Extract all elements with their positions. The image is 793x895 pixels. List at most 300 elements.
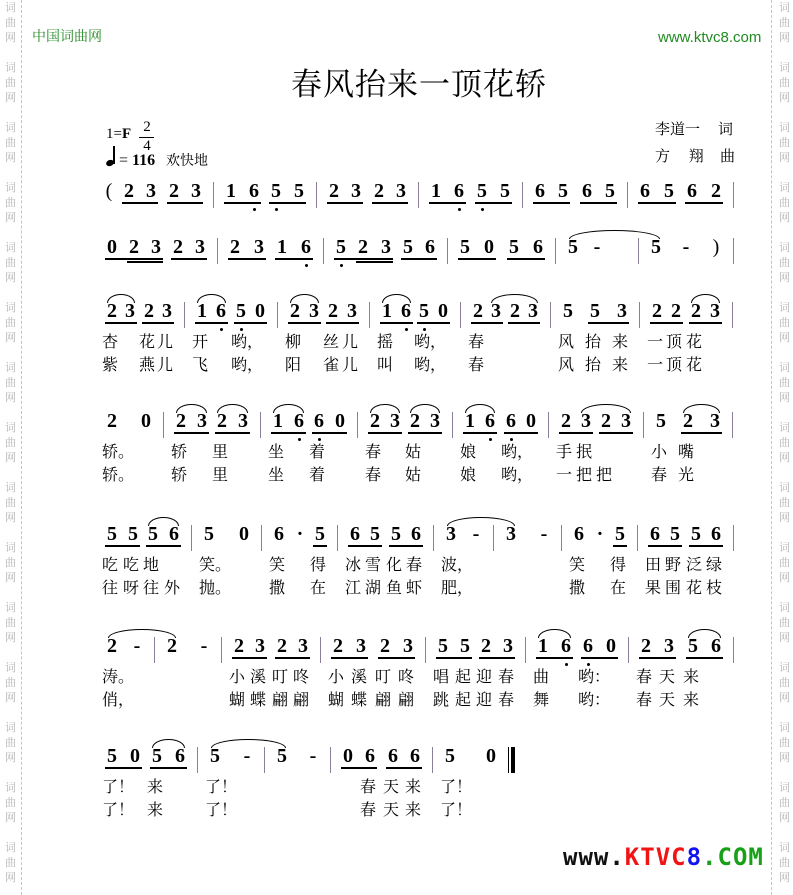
logo-brand: KTVC — [624, 843, 687, 871]
watermark-text: 词曲网 — [5, 481, 16, 524]
lyric-verse-2: 娘 — [460, 465, 477, 484]
note: 5 — [688, 635, 698, 657]
lyric-verse-1: 娘 — [460, 442, 477, 461]
composer-role: 曲 — [720, 147, 736, 165]
watermark-text: 词曲网 — [5, 121, 16, 164]
watermark-text: 词曲网 — [5, 781, 16, 824]
key-prefix: 1= — [106, 126, 122, 142]
lyric-verse-2: 轿。 — [102, 465, 135, 484]
slur-arc — [273, 404, 304, 413]
note: 5 — [148, 523, 158, 545]
augmentation-dot: · — [296, 523, 304, 545]
bar-line — [357, 412, 358, 438]
lyric-verse-2: 呀 — [123, 578, 140, 597]
watermark-text: 词曲网 — [5, 661, 16, 704]
lyric-verse-1: 哟， — [231, 332, 264, 351]
watermark-text: 词曲网 — [779, 361, 790, 404]
eighth-underline — [689, 545, 723, 547]
watermark-text: 词曲网 — [779, 661, 790, 704]
note: 6 — [216, 300, 226, 322]
note: 6 — [411, 523, 421, 545]
note: 5 — [210, 745, 220, 767]
note: 6 — [388, 745, 398, 767]
eighth-underline — [275, 657, 310, 659]
eighth-underline — [372, 202, 408, 204]
note: 2 — [374, 180, 384, 202]
note: 3 — [491, 300, 501, 322]
bar-line — [643, 412, 644, 438]
lyric-verse-2: 花 — [686, 355, 703, 374]
eighth-underline — [288, 322, 321, 324]
lyric-verse-1: 柳 — [285, 332, 302, 351]
note: 6 — [687, 180, 697, 202]
note: 2 — [641, 635, 651, 657]
note: 1 — [465, 410, 475, 432]
bar-line — [369, 302, 370, 328]
eighth-underline — [417, 322, 450, 324]
lyric-verse-1: 哟， — [414, 332, 447, 351]
low-octave-dot — [510, 438, 513, 441]
note: 5 — [509, 236, 519, 258]
watermark-text: 词曲网 — [5, 301, 16, 344]
watermark-text: 词曲网 — [5, 1, 16, 44]
eighth-underline — [508, 322, 540, 324]
note: 5 — [558, 180, 568, 202]
note: 6 — [274, 523, 284, 545]
lyric-verse-2: 哟， — [414, 355, 447, 374]
note: 6 — [314, 410, 324, 432]
note: 0 — [343, 745, 353, 767]
watermark-text: 词曲网 — [779, 541, 790, 584]
note: 3 — [446, 523, 456, 545]
lyric-verse-1: 笑 — [569, 555, 586, 574]
eighth-underline — [581, 657, 618, 659]
bar-line — [460, 302, 461, 328]
site-url: www.ktvc8.com — [658, 29, 762, 46]
eighth-underline — [436, 657, 472, 659]
lyric-verse-2: 翩 — [375, 690, 392, 709]
low-octave-dot — [423, 328, 426, 331]
eighth-underline — [639, 657, 676, 659]
note: 0 — [141, 410, 151, 432]
bar-line — [320, 637, 321, 663]
bar-line — [191, 525, 192, 551]
lyric-verse-1: 小 — [651, 442, 668, 461]
note: 6 — [249, 180, 259, 202]
lyric-verse-2: 哟， — [501, 465, 534, 484]
lyric-verse-1: 绿 — [706, 555, 723, 574]
note: 3 — [503, 635, 513, 657]
lyric-verse-2: 翩 — [398, 690, 415, 709]
watermark-text: 词曲网 — [5, 61, 16, 104]
eighth-underline — [686, 657, 723, 659]
composer-name: 方 翔 — [655, 147, 704, 165]
lyric-verse-2: 肥， — [441, 578, 474, 597]
lyric-verse-2: 着 — [309, 465, 326, 484]
bar-line — [561, 525, 562, 551]
eighth-underline — [429, 202, 466, 204]
lyric-verse-2: 撒 — [569, 578, 586, 597]
note: 2 — [107, 635, 117, 657]
lyric-verse-1: 抬 — [585, 332, 602, 351]
eighth-underline — [195, 322, 228, 324]
lyric-verse-1: 波， — [441, 555, 474, 574]
lyric-verse-2: 雀 — [323, 355, 340, 374]
note: 2 — [124, 180, 134, 202]
lyric-verse-2: 坐 — [268, 465, 285, 484]
note: 3 — [506, 523, 516, 545]
lyric-verse-2: 光 — [678, 465, 695, 484]
lyric-verse-1: 来 — [683, 667, 700, 686]
note: 6 — [425, 236, 435, 258]
note: 3 — [664, 635, 674, 657]
lyric-verse-1: 里 — [212, 442, 229, 461]
note: 5 — [419, 300, 429, 322]
lyric-verse-1: 坐 — [268, 442, 285, 461]
bar-line — [733, 637, 734, 663]
watermark-text: 词曲网 — [5, 721, 16, 764]
logo-www: www. — [563, 843, 625, 871]
lyric-verse-2: 叫 — [377, 355, 394, 374]
lyric-verse-1: 儿 — [157, 332, 174, 351]
tempo-equals: = — [119, 152, 129, 169]
lyric-verse-1: 天 — [659, 667, 676, 686]
note: 3 — [396, 180, 406, 202]
low-octave-dot — [305, 264, 308, 267]
bar-line — [217, 238, 218, 264]
eighth-underline — [122, 202, 158, 204]
eighth-underline — [380, 322, 413, 324]
lyric-verse-2: 儿 — [157, 355, 174, 374]
lyric-verse-1: 春 — [498, 667, 515, 686]
bar-line — [433, 525, 434, 551]
eighth-underline — [146, 545, 181, 547]
note: 1 — [197, 300, 207, 322]
eighth-underline — [479, 657, 515, 659]
slur-arc — [491, 294, 538, 303]
lyric-verse-1: 唱 — [433, 667, 450, 686]
eighth-underline — [533, 202, 570, 204]
lyric-verse-1: 得 — [610, 555, 627, 574]
lyric-verse-1: 来 — [612, 332, 629, 351]
note: 5 — [656, 410, 666, 432]
eighth-underline — [341, 767, 377, 769]
lyric-verse-2: 春 — [498, 690, 515, 709]
bar-line — [732, 412, 733, 438]
sixteenth-underline — [127, 261, 163, 263]
duration-dash: - — [309, 745, 317, 767]
note: 6 — [175, 745, 185, 767]
low-octave-dot — [318, 438, 321, 441]
note: 6 — [640, 180, 650, 202]
watermark-text: 词曲网 — [5, 601, 16, 644]
watermark-text: 词曲网 — [779, 481, 790, 524]
note: 2 — [691, 300, 701, 322]
slur-arc — [382, 294, 411, 303]
note: 0 — [486, 745, 496, 767]
slur-arc — [683, 404, 720, 413]
note: 5 — [568, 236, 578, 258]
note: 5 — [128, 523, 138, 545]
eighth-underline — [215, 432, 250, 434]
lyric-verse-1: 起 — [455, 667, 472, 686]
eighth-underline — [275, 258, 313, 260]
note: 3 — [581, 410, 591, 432]
lyric-verse-2: 鱼 — [386, 578, 403, 597]
note: 2 — [107, 410, 117, 432]
bar-line — [277, 302, 278, 328]
lyric-verse-1: 溪 — [250, 667, 267, 686]
note: 3 — [254, 236, 264, 258]
note: 3 — [710, 300, 720, 322]
note: 5 — [460, 236, 470, 258]
note: 6 — [294, 410, 304, 432]
lyric-verse-2: 春 — [636, 690, 653, 709]
note: 3 — [430, 410, 440, 432]
eighth-underline — [327, 202, 363, 204]
tie-arc — [569, 230, 660, 239]
lyric-verse-2: 跳 — [433, 690, 450, 709]
note: 2 — [290, 300, 300, 322]
lyric-verse-1: 笑 — [269, 555, 286, 574]
note: 2 — [107, 300, 117, 322]
note: 5 — [204, 523, 214, 545]
lyric-verse-1: 顶 — [666, 332, 683, 351]
watermark-text: 词曲网 — [5, 241, 16, 284]
lyric-verse-1: 风 — [558, 332, 575, 351]
lyric-verse-1: 笑。 — [199, 555, 232, 574]
duration-dash: - — [682, 236, 690, 258]
lyric-verse-2: 把 — [576, 465, 593, 484]
lyric-verse-2: 虾 — [406, 578, 423, 597]
bar-line — [260, 412, 261, 438]
bar-line — [418, 182, 419, 208]
note: 2 — [144, 300, 154, 322]
note: 2 — [358, 236, 368, 258]
note: 2 — [277, 635, 287, 657]
note: 6 — [582, 180, 592, 202]
note: 0 — [107, 236, 117, 258]
bar-line — [550, 302, 551, 328]
duration-dash: - — [472, 523, 480, 545]
note: 5 — [277, 745, 287, 767]
eighth-underline — [580, 202, 617, 204]
lyric-verse-1: 儿 — [342, 332, 359, 351]
note: 5 — [152, 745, 162, 767]
note: 5 — [271, 180, 281, 202]
slur-arc — [688, 629, 721, 638]
low-octave-dot — [275, 208, 278, 211]
lyric-verse-1: 轿。 — [102, 442, 135, 461]
note: 1 — [382, 300, 392, 322]
note: 2 — [601, 410, 611, 432]
duration-dash: - — [593, 236, 601, 258]
eighth-underline — [234, 322, 267, 324]
slur-arc — [538, 629, 571, 638]
note: 2 — [129, 236, 139, 258]
bar-line — [337, 525, 338, 551]
note: 5 — [438, 635, 448, 657]
lyric-verse-2: 了！ — [440, 800, 473, 819]
slur-arc — [581, 404, 631, 413]
watermark-text: 词曲网 — [779, 781, 790, 824]
eighth-underline — [271, 432, 306, 434]
lyric-verse-2: 往 — [143, 578, 160, 597]
note: 3 — [191, 180, 201, 202]
eighth-underline — [378, 657, 415, 659]
eighth-underline — [313, 545, 327, 547]
eighth-underline — [331, 657, 368, 659]
lyric-verse-2: 翩 — [293, 690, 310, 709]
lyric-verse-2: 舞 — [533, 690, 550, 709]
eighth-underline — [171, 258, 207, 260]
lyric-verse-1: 吃 — [102, 555, 119, 574]
sixteenth-underline — [356, 261, 393, 263]
low-octave-dot — [340, 264, 343, 267]
site-name: 中国词曲网 — [32, 29, 102, 45]
lyric-verse-2: 春 — [365, 465, 382, 484]
bar-line — [548, 412, 549, 438]
eighth-underline — [685, 202, 723, 204]
eighth-underline — [105, 767, 142, 769]
note: 2 — [683, 410, 693, 432]
note: 6 — [711, 635, 721, 657]
tie-arc — [108, 629, 176, 638]
eighth-underline — [638, 202, 676, 204]
lyric-verse-2: 枝 — [706, 578, 723, 597]
bar-line — [425, 637, 426, 663]
note: 6 — [454, 180, 464, 202]
note: 5 — [236, 300, 246, 322]
note: 3 — [197, 410, 207, 432]
watermark-text: 词曲网 — [779, 121, 790, 164]
eighth-underline — [312, 432, 347, 434]
lyric-verse-2: 往 — [102, 578, 119, 597]
slur-arc — [152, 739, 185, 748]
lyric-verse-2: 蝴 — [328, 690, 345, 709]
note: 6 — [535, 180, 545, 202]
bar-line — [733, 238, 734, 264]
lyricist-role: 词 — [718, 120, 734, 138]
watermark-text: 词曲网 — [779, 421, 790, 464]
lyric-verse-1: 了！ — [205, 777, 238, 796]
note: 3 — [298, 635, 308, 657]
watermark-text: 词曲网 — [5, 841, 16, 884]
eighth-underline — [326, 322, 359, 324]
note: 2 — [481, 635, 491, 657]
low-octave-dot — [220, 328, 223, 331]
eighth-underline — [681, 432, 722, 434]
lyric-verse-1: 摇 — [377, 332, 394, 351]
duration-dash: - — [243, 745, 251, 767]
logo-digit: 8 — [686, 843, 703, 871]
lyric-verse-1: 轿 — [171, 442, 188, 461]
lyric-verse-2: 轿 — [171, 465, 188, 484]
lyric-verse-2: 哟， — [231, 355, 264, 374]
note: 2 — [652, 300, 662, 322]
note: 5 — [605, 180, 615, 202]
eighth-underline — [105, 258, 163, 260]
eighth-underline — [348, 545, 382, 547]
lyric-verse-2: 春 — [651, 465, 668, 484]
lyric-verse-1: 来 — [147, 777, 164, 796]
lyric-verse-1: 咚 — [398, 667, 415, 686]
augmentation-dot: · — [596, 523, 604, 545]
lyric-verse-2: 起 — [455, 690, 472, 709]
tie-arc — [447, 517, 515, 526]
bar-line — [330, 747, 331, 773]
eighth-underline — [599, 432, 633, 434]
note: 6 — [401, 300, 411, 322]
lyric-verse-2: 在 — [610, 578, 627, 597]
lyric-verse-1: 得 — [310, 555, 327, 574]
note: 5 — [336, 236, 346, 258]
note: 3 — [356, 635, 366, 657]
lyric-verse-2: 来 — [683, 690, 700, 709]
eighth-underline — [228, 258, 266, 260]
note: 6 — [533, 236, 543, 258]
lyric-verse-2: 撒 — [269, 578, 286, 597]
eighth-underline — [368, 432, 402, 434]
eighth-underline — [689, 322, 722, 324]
tempo-bpm: 116 — [132, 152, 156, 169]
note: 5 — [477, 180, 487, 202]
lyric-verse-1: 化 — [386, 555, 403, 574]
note: 6 — [711, 523, 721, 545]
watermark-text: 词曲网 — [5, 181, 16, 224]
note: 3 — [710, 410, 720, 432]
lyric-verse-2: 天 — [659, 690, 676, 709]
lyric-verse-2: 了！ — [205, 800, 238, 819]
watermark-text: 词曲网 — [779, 841, 790, 884]
note: 5 — [691, 523, 701, 545]
bar-line — [525, 637, 526, 663]
note: 6 — [301, 236, 311, 258]
eighth-underline — [613, 545, 627, 547]
logo-tld: .COM — [702, 843, 764, 871]
eighth-underline — [458, 258, 496, 260]
lyric-verse-2: 一 — [556, 465, 573, 484]
note: 2 — [671, 300, 681, 322]
watermark-text: 词曲网 — [779, 241, 790, 284]
lyric-verse-1: 了！ — [440, 777, 473, 796]
note: 2 — [167, 635, 177, 657]
lyric-verse-1: 姑 — [405, 442, 422, 461]
bar-line — [732, 302, 733, 328]
note: 5 — [460, 635, 470, 657]
watermark-text: 词曲网 — [779, 61, 790, 104]
bar-line — [316, 182, 317, 208]
note: 6 — [650, 523, 660, 545]
note: 0 — [526, 410, 536, 432]
close-parenthesis: ) — [712, 236, 720, 258]
lyric-verse-1: 春 — [365, 442, 382, 461]
note: 2 — [176, 410, 186, 432]
lyric-verse-2: 姑 — [405, 465, 422, 484]
eighth-underline — [475, 202, 512, 204]
lyric-verse-1: 哟， — [501, 442, 534, 461]
note: 5 — [563, 300, 573, 322]
watermark-text: 词曲网 — [779, 301, 790, 344]
note: 0 — [438, 300, 448, 322]
note: 2 — [234, 635, 244, 657]
lyric-verse-2: 哟： — [578, 690, 611, 709]
bar-line — [154, 637, 155, 663]
bar-line — [522, 182, 523, 208]
watermark-text: 词曲网 — [779, 601, 790, 644]
lyric-verse-1: 杏 — [102, 332, 119, 351]
note: 3 — [162, 300, 172, 322]
